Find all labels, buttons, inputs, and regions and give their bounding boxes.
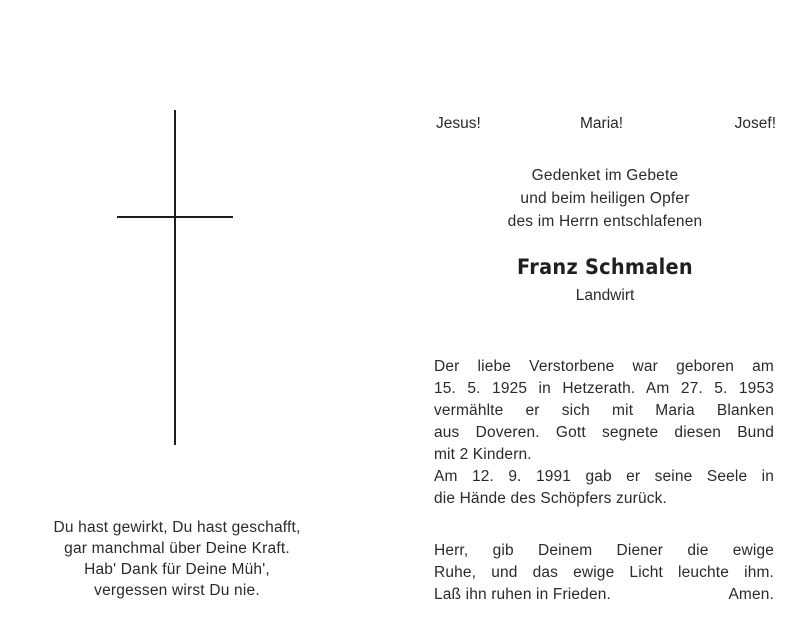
poem-line: vergessen wirst Du nie. xyxy=(94,582,260,599)
invocation-jesus: Jesus! xyxy=(436,115,481,132)
invocation-line xyxy=(434,115,776,135)
biography-line: Am 12. 9. 1991 gab er seine Seele in xyxy=(434,468,774,485)
prayer-line: Laß ihn ruhen in Frieden. xyxy=(434,586,611,603)
intro-line: des im Herrn entschlafenen xyxy=(507,213,703,230)
memorial-poem xyxy=(18,517,336,601)
cross-vertical-bar xyxy=(174,110,176,445)
biography-line: Der liebe Verstorbene war geboren am xyxy=(434,358,774,375)
prayer-last-line xyxy=(434,584,774,606)
intro-line: und beim heiligen Opfer xyxy=(520,190,690,207)
biography-text xyxy=(434,356,774,510)
biography-line: mit 2 Kindern. xyxy=(434,446,532,463)
invocation-maria: Maria! xyxy=(580,115,624,132)
invocation-josef: Josef! xyxy=(734,115,776,132)
biography-line: vermählte er sich mit Maria Blanken xyxy=(434,402,774,419)
biography-line: die Hände des Schöpfers zurück. xyxy=(434,490,667,507)
closing-prayer xyxy=(434,540,774,606)
prayer-line: Ruhe, und das ewige Licht leuchte ihm. xyxy=(434,564,774,581)
poem-line: Du hast gewirkt, Du hast geschafft, xyxy=(53,519,301,536)
cross-horizontal-bar xyxy=(117,216,233,218)
prayer-amen: Amen. xyxy=(728,586,774,603)
biography-line: aus Doveren. Gott segnete diesen Bund xyxy=(434,424,774,441)
remembrance-intro xyxy=(434,164,776,233)
intro-line: Gedenket im Gebete xyxy=(531,167,679,184)
poem-line: Hab' Dank für Deine Müh', xyxy=(84,561,270,578)
poem-line: gar manchmal über Deine Kraft. xyxy=(64,540,290,557)
prayer-line: Herr, gib Deinem Diener die ewige xyxy=(434,542,774,559)
biography-line: 15. 5. 1925 in Hetzerath. Am 27. 5. 1953 xyxy=(434,380,774,397)
deceased-profession: Landwirt xyxy=(575,287,635,304)
deceased-name: Franz Schmalen xyxy=(517,255,693,279)
